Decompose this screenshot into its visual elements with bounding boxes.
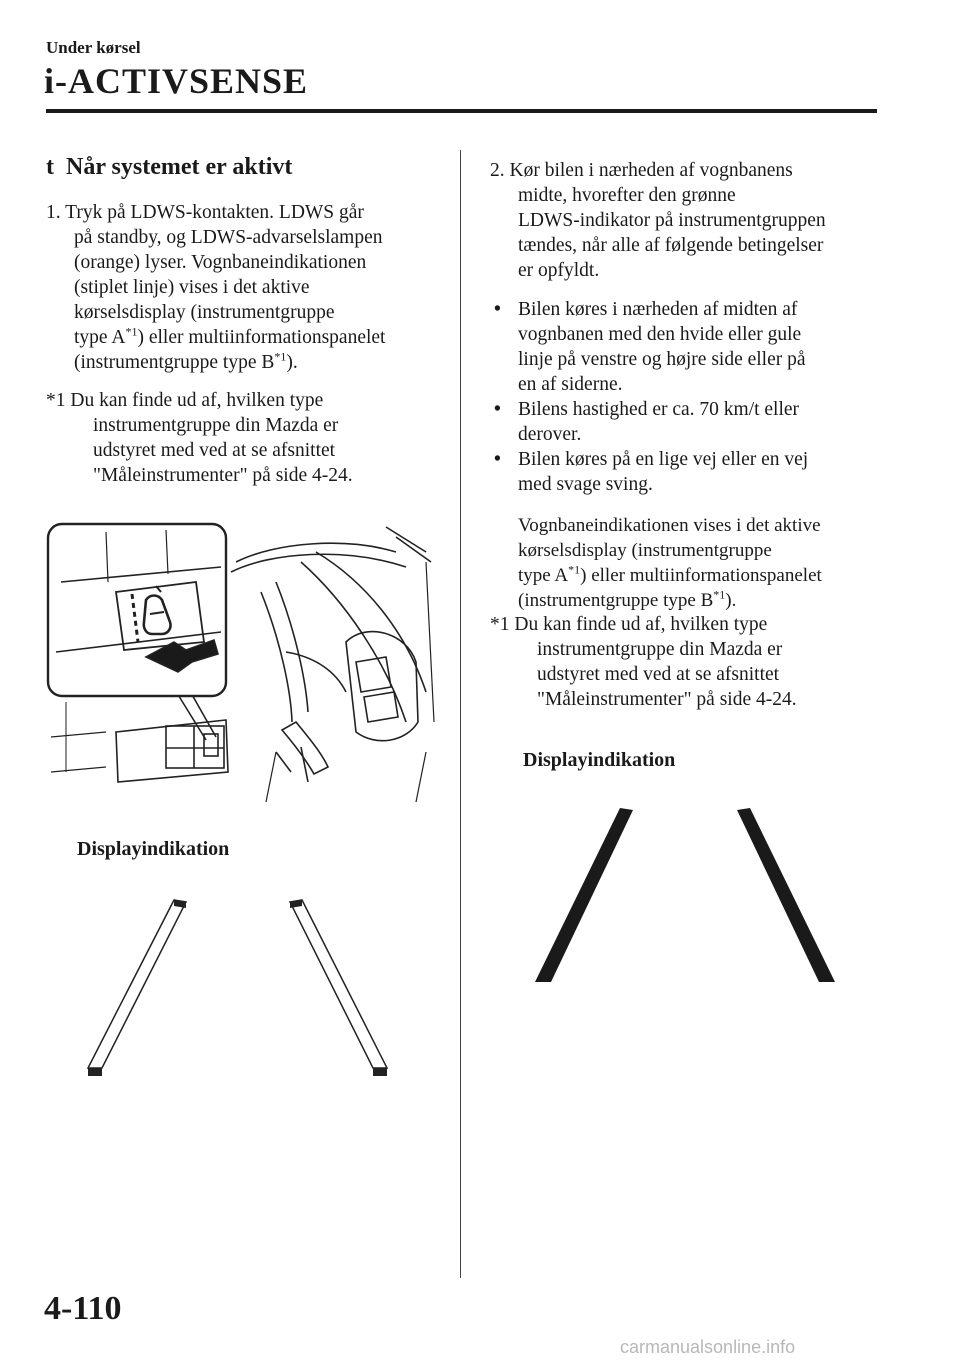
watermark: carmanualsonline.info <box>620 1337 796 1357</box>
page-title: i-ACTIVSENSE <box>44 61 309 101</box>
step-line: Tryk på LDWS-kontakten. LDWS går <box>65 202 364 223</box>
lane-indicator-standby <box>80 890 400 1085</box>
footnote-line: "Måleinstrumenter" på side 4-24. <box>93 465 353 486</box>
result-line: Vognbaneindikationen vises i det aktive <box>518 515 821 536</box>
footnote-line: instrumentgruppe din Mazda er <box>93 415 339 436</box>
footnote-line: udstyret med ved at se afsnittet <box>93 440 336 461</box>
list-item: • Bilens hastighed er ca. 70 km/t eller derover. <box>494 399 800 445</box>
footnote-line: udstyret med ved at se afsnittet <box>537 664 780 685</box>
bullet-icon: • <box>494 299 501 320</box>
bullet-icon: • <box>494 449 501 470</box>
step-2 <box>490 158 826 283</box>
step-line: tændes, når alle af følgende betingelser <box>518 235 824 256</box>
step-1 <box>46 200 385 375</box>
result-text <box>490 513 822 613</box>
display-caption: Displayindikation <box>523 749 676 771</box>
list-item: • Bilen køres på en lige vej eller en vej med svage sving. <box>494 449 809 495</box>
title-rule <box>46 109 877 113</box>
step-line: LDWS-indikator på instrumentgruppen <box>518 210 826 231</box>
column-divider <box>460 150 461 1278</box>
list-item: • Bilen køres i nærheden af midten af vognbanen med den hvide eller gule linje på venstre og højre side eller på en af siderne. <box>494 299 806 395</box>
footnote <box>46 388 353 488</box>
step-line: Kør bilen i nærheden af vognbanens <box>509 160 793 181</box>
footnote-line: Du kan finde ud af, hvilken type <box>514 614 768 635</box>
step-line: midte, hvorefter den grønne <box>518 185 736 206</box>
section-heading-text: Når systemet er aktivt <box>66 154 293 180</box>
breadcrumb: Under kørsel <box>46 38 141 57</box>
footnote-marker: *1 <box>490 614 510 635</box>
lane-indicator-active <box>525 800 845 990</box>
footnote-line: instrumentgruppe din Mazda er <box>537 639 783 660</box>
bullet-icon: • <box>494 399 501 420</box>
step-line: kørselsdisplay (instrumentgruppe <box>74 302 335 323</box>
section-marker: t <box>46 154 54 180</box>
step-line: er opfyldt. <box>518 260 600 281</box>
result-line: kørselsdisplay (instrumentgruppe <box>518 540 772 561</box>
step-number: 2. <box>490 160 505 181</box>
footnote-marker: *1 <box>46 390 66 411</box>
section-heading <box>46 154 292 181</box>
step-number: 1. <box>46 202 61 223</box>
step-line: på standby, og LDWS-advarselslampen <box>74 227 383 248</box>
step-line: (orange) lyser. Vognbaneindikationen <box>74 252 367 273</box>
result-line: (instrumentgruppe type $B^{*1}$). <box>518 587 737 611</box>
footnote-line: "Måleinstrumenter" på side 4-24. <box>537 689 797 710</box>
dashboard-illustration <box>46 522 436 812</box>
display-caption: Displayindikation <box>77 838 230 860</box>
condition-list <box>490 297 808 497</box>
footnote-line: Du kan finde ud af, hvilken type <box>70 390 324 411</box>
footnote <box>490 612 797 712</box>
page-number: 4-110 <box>44 1290 122 1327</box>
step-line: type $A^{*1}$) eller multiinformationspanelet <box>74 324 386 348</box>
result-line: type $A^{*1}$) eller multiinformationspanelet <box>518 562 822 586</box>
step-line: (instrumentgruppe type $B^{*1}$). <box>74 349 298 373</box>
step-line: (stiplet linje) vises i det aktive <box>74 277 310 298</box>
